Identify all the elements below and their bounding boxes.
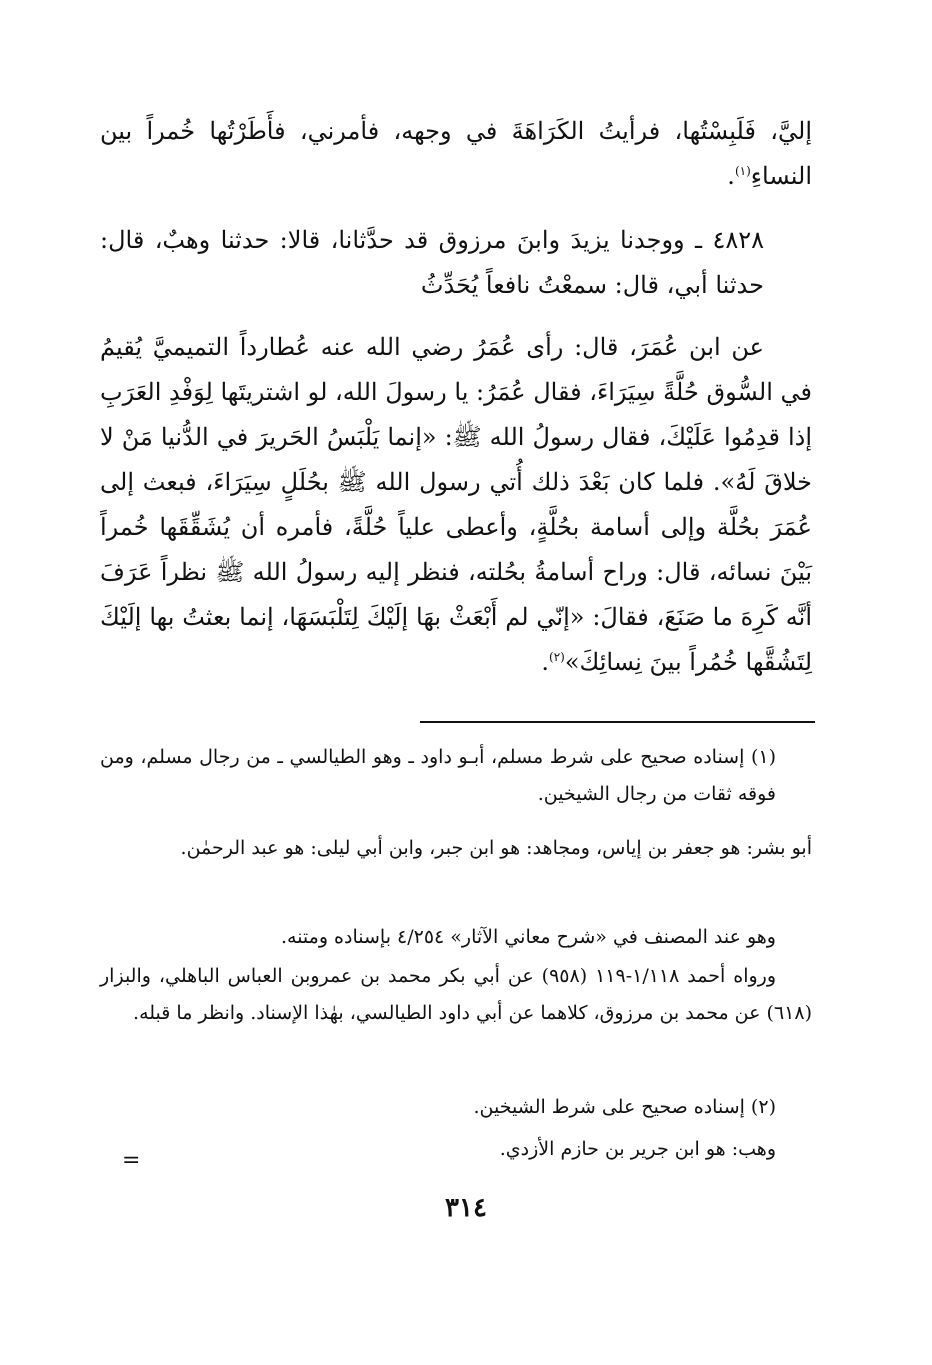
footnote-ref-1: (١) <box>734 164 751 178</box>
hadith-isnad <box>100 218 812 308</box>
footnote-2-a <box>100 1089 812 1126</box>
footnote-2-b <box>100 1131 812 1168</box>
page-number: ٣١٤ <box>445 1193 487 1223</box>
paragraph-continuation <box>100 109 812 199</box>
footnote-ref-2: (٢) <box>549 650 565 664</box>
matn-end: . <box>541 648 549 676</box>
footnote-text: ورواه أحمد ١/١١٨-١١٩ (٩٥٨) عن أبي بكر محمد بن عمروبن العباس الباهلي، والبزار (٦١٨) عن محمد بن مرزوق، كلاهما عن أبي داود الطيالسي، بهٰذا الإسناد. وانظر ما قبله. <box>100 965 812 1024</box>
footnote-text: وهو عند المصنف في «شرح معاني الآثار» ٤/٢٥٤ بإسناده ومتنه. <box>280 926 776 948</box>
footnote-1-d <box>100 958 812 1032</box>
paragraph-end: . <box>727 162 735 190</box>
footnote-text: وهب: هو ابن جرير بن حازم الأزدي. <box>499 1138 776 1160</box>
footnote-1-a <box>100 739 812 813</box>
matn-text: عن ابن عُمَرَ، قال: رأى عُمَرُ رضي الله عنه عُطارداً التميميَّ يُقيمُ في السُّوق حُلَّةً سِيَرَاءَ، فقال عُمَرُ: يا رسولَ الله، لو اشتريتَها لِوَفْدِ العَرَبِ إذا قدِمُوا عَلَيْكَ، فقال رسولُ الله ﷺ: «إنما يَلْبَسُ الحَريرَ في الدُّنيا مَنْ لا خلاقَ لَهُ». فلما كان بَعْدَ ذلك أُتي رسول الله ﷺ بحُلَلٍ سِيَرَاءَ، فبعث إلى عُمَرَ بحُلَّة وإلى أسامة بحُلَّةٍ، وأعطى علياً حُلَّةً، فأمره أن يُشَقِّقَها خُمراً بَيْنَ نسائه، قال: وراح أسامةُ بحُلته، فنظر إليه رسولُ الله ﷺ نظراً عَرَفَ أنَّه كَرِهَ ما صَنَعَ، فقالَ: «إنّي لم أَبْعَثْ بهَا إلَيْكَ لِتَلْبَسَهَا، إنما بعثتُ بها إلَيْكَ لِتَشُقَّها خُمُراً بينَ نِسائِكَ» <box>100 333 812 676</box>
footnote-divider <box>420 721 815 723</box>
isnad-line <box>100 218 812 308</box>
continuation-mark: = <box>122 1148 141 1173</box>
footnote-text: (١) إسناده صحيح على شرط مسلم، أبـو داود ـ وهو الطيالسي ـ من رجال مسلم، ومن فوقه ثقات من رجال الشيخين. <box>100 746 776 805</box>
isnad-text: ـ ووجدنا يزيدَ وابنَ مرزوق قد حدَّثانا، قالا: حدثنا وهبٌ، قال: حدثنا أبي، قال: سمعْتُ نافعاً يُحَدِّثُ <box>100 226 764 299</box>
footnote-text: (٢) إسناده صحيح على شرط الشيخين. <box>473 1096 776 1118</box>
hadith-number: ٤٨٢٨ <box>712 226 764 254</box>
footnote-text: أبو بشر: هو جعفر بن إياس، ومجاهد: هو ابن جبر، وابن أبي ليلى: هو عبد الرحمٰن. <box>180 837 812 859</box>
footnote-1-b <box>100 830 812 867</box>
paragraph-text: إليَّ، فَلَبِسْتُها، فرأيتُ الكَرَاهَةَ في وجهه، فأمرني، فأَطَرْتُها خُمراً بين النساءِ <box>100 117 812 190</box>
hadith-matn <box>100 325 812 685</box>
matn-line <box>100 333 812 676</box>
footnote-1-c <box>100 919 812 956</box>
